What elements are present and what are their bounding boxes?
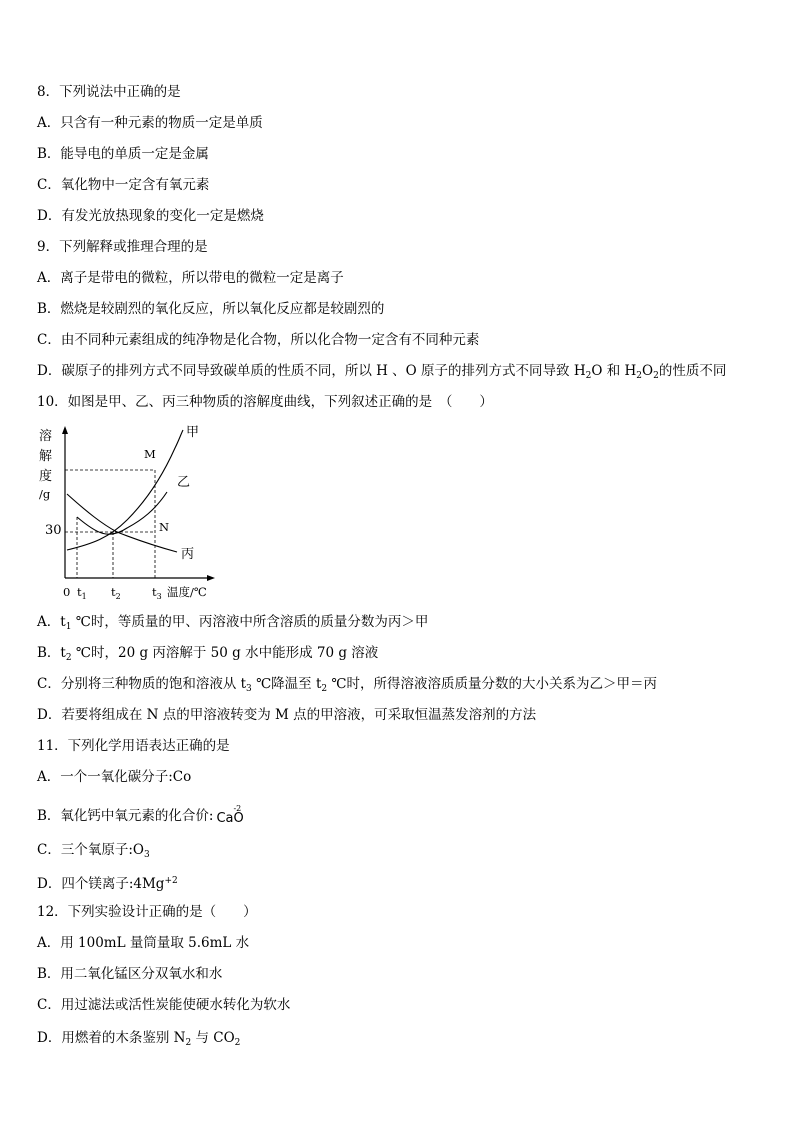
origin-label: 0 bbox=[63, 585, 71, 599]
q11-option-a: A．一个一氧化碳分子:Co bbox=[37, 769, 192, 785]
subscript: 2 bbox=[321, 684, 328, 694]
q10-b-text: B．t bbox=[37, 645, 66, 661]
q12-option-b: B．用二氧化锰区分双氧水和水 bbox=[37, 966, 223, 982]
superscript: +2 bbox=[164, 876, 178, 886]
point-label-m: M bbox=[144, 447, 156, 461]
q12-option-c: C．用过滤法或活性炭能使硬水转化为软水 bbox=[37, 997, 291, 1013]
subscript: 2 bbox=[585, 371, 592, 381]
subscript: 2 bbox=[185, 1038, 192, 1048]
q9-d-text-end: 的性质不同 bbox=[658, 363, 727, 379]
q11-option-b bbox=[37, 806, 243, 825]
q10-stem: 10．如图是甲、乙、丙三种物质的溶解度曲线，下列叙述正确的是 （ ） bbox=[37, 394, 493, 410]
q9-option-a: A．离子是带电的微粒，所以带电的微粒一定是离子 bbox=[37, 270, 344, 286]
q10-a-text: A．t bbox=[37, 614, 66, 630]
q10-option-a bbox=[37, 613, 428, 636]
valence-formula bbox=[213, 806, 243, 824]
y-axis-label bbox=[39, 428, 52, 501]
q11-c-text: C．三个氧原子:O bbox=[37, 842, 144, 858]
series-line-yi bbox=[77, 492, 170, 534]
x-axis-label: 温度/℃ bbox=[167, 585, 207, 599]
ylabel-char: 解 bbox=[39, 449, 53, 464]
q9-stem: 9．下列解释或推理合理的是 bbox=[37, 239, 208, 255]
subscript: 2 bbox=[653, 371, 659, 381]
series-label-jia: 甲 bbox=[186, 425, 200, 440]
q12-option-a: A．用 100mL 量筒量取 5.6mL 水 bbox=[37, 935, 250, 951]
q9-option-d: D．碳原子的排列方式不同导致碳单质的性质不同，所以 H 、O 原子的排列方式不同导致 $H_2O$ 和 $H_2O_2$的性质不同 bbox=[37, 363, 727, 381]
q10-option-b bbox=[37, 644, 378, 667]
dashed-guides bbox=[65, 470, 155, 578]
x-axis bbox=[65, 575, 215, 581]
subscript: 3 bbox=[143, 850, 150, 860]
x-tick-t3: $t_3$ bbox=[152, 585, 162, 601]
subscript: 1 bbox=[65, 622, 72, 632]
q11-option-c bbox=[37, 841, 150, 864]
subscript: 2 bbox=[65, 653, 72, 663]
subscript: 2 bbox=[234, 1038, 241, 1048]
q8-option-c: C．氧化物中一定含有氧元素 bbox=[37, 177, 210, 193]
q12-d-text-mid: 与 CO bbox=[191, 1030, 235, 1046]
formula-cao: CaO bbox=[216, 811, 244, 826]
y-axis bbox=[62, 426, 68, 578]
q9-option-c: C．由不同种元素组成的纯净物是化合物，所以化合物一定含有不同种元素 bbox=[37, 332, 480, 348]
q12-d-text: D．用燃着的木条鉴别 N bbox=[37, 1030, 186, 1046]
q9-d-text: D．碳原子的排列方式不同导致碳单质的性质不同，所以 H 、O 原子的排列方式不同导致 H bbox=[37, 363, 586, 379]
ylabel-char: 度 bbox=[39, 469, 53, 484]
ylabel-char: 溶 bbox=[39, 429, 53, 444]
ylabel-char: /g bbox=[39, 487, 51, 501]
series-label-yi: 乙 bbox=[177, 475, 191, 490]
solubility-chart bbox=[37, 422, 227, 604]
q11-option-d bbox=[37, 872, 178, 893]
q10-c-text-mid: ℃降温至 t bbox=[251, 676, 322, 692]
q9-d-text-mid: O 和 H bbox=[591, 363, 637, 379]
q10-a-text-end: ℃时，等质量的甲、丙溶液中所含溶质的质量分数为丙＞甲 bbox=[71, 614, 429, 630]
q10-c-text-end: ℃时，所得溶液溶质质量分数的大小关系为乙＞甲＝丙 bbox=[327, 676, 658, 692]
subscript: 2 bbox=[636, 371, 643, 381]
y-tick-30: 30 bbox=[45, 523, 62, 538]
series-label-bing: 丙 bbox=[181, 547, 195, 562]
q10-c-text: C．分别将三种物质的饱和溶液从 t bbox=[37, 676, 247, 692]
q8-option-d: D．有发光放热现象的变化一定是燃烧 bbox=[37, 208, 264, 224]
point-label-n: N bbox=[159, 520, 170, 534]
q11-d-text: D．四个镁离子:4Mg bbox=[37, 876, 165, 892]
q10-option-d: D．若要将组成在 N 点的甲溶液转变为 M 点的甲溶液，可采取恒温蒸发溶剂的方法 bbox=[37, 707, 537, 723]
x-tick-t2: $t_2$ bbox=[111, 585, 121, 601]
valence-mark: -2 bbox=[233, 804, 242, 813]
q10-b-text-end: ℃时，20 g 丙溶解于 50 g 水中能形成 70 g 溶液 bbox=[71, 645, 379, 661]
q11-b-text: B．氧化钙中氧元素的化合价: bbox=[37, 808, 214, 824]
q9-option-b: B．燃烧是较剧烈的氧化反应，所以氧化反应都是较剧烈的 bbox=[37, 301, 385, 317]
q12-stem: 12．下列实验设计正确的是（ ） bbox=[37, 904, 257, 920]
q12-option-d bbox=[37, 1029, 240, 1052]
q8-option-b: B．能导电的单质一定是金属 bbox=[37, 146, 209, 162]
x-tick-t1: $t_1$ bbox=[77, 585, 87, 601]
q8-stem: 8．下列说法中正确的是 bbox=[37, 84, 181, 100]
q10-option-c bbox=[37, 675, 657, 698]
q8-option-a: A．只含有一种元素的物质一定是单质 bbox=[37, 115, 263, 131]
subscript: 3 bbox=[246, 684, 252, 694]
q11-stem: 11．下列化学用语表达正确的是 bbox=[37, 738, 230, 754]
